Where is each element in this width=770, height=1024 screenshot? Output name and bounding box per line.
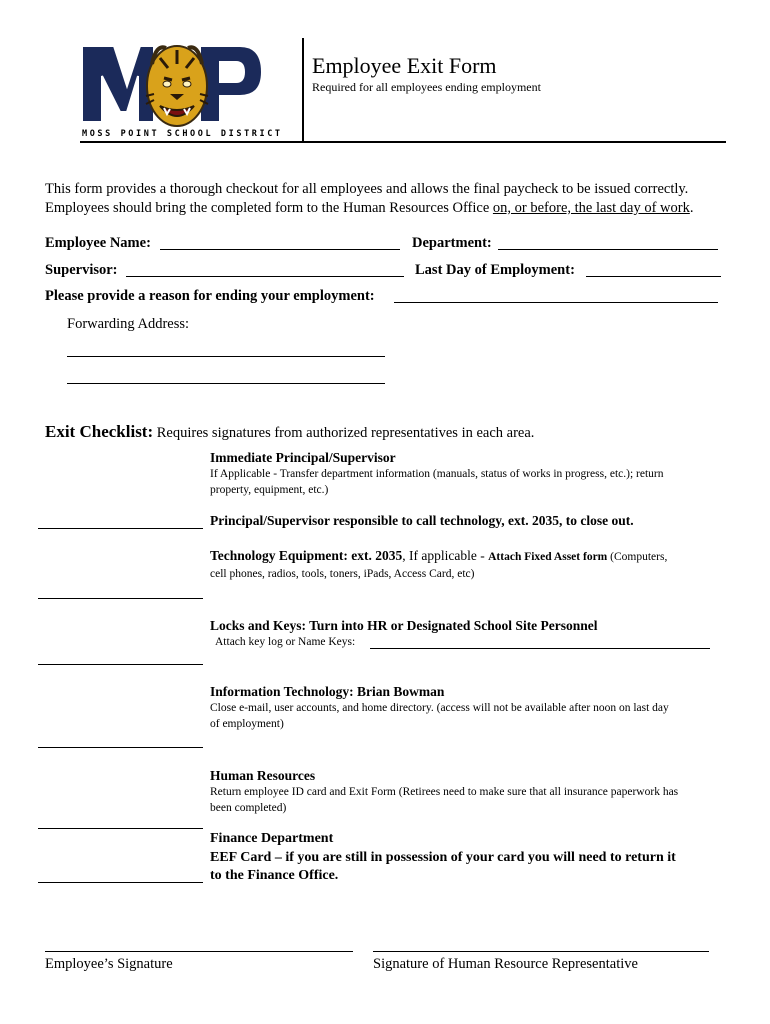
locks-keys-desc: Attach key log or Name Keys: (215, 636, 356, 648)
forwarding-address-line-1[interactable] (67, 356, 385, 357)
department-label: Department: (412, 235, 492, 251)
immediate-supervisor-title: Immediate Principal/Supervisor (210, 450, 396, 465)
information-technology-desc (210, 700, 669, 732)
hr-desc-line-1: Return employee ID card and Exit Form (Retirees need to make sure that all insurance paperwork has (210, 786, 679, 798)
human-resources-desc (210, 784, 678, 816)
finance-note (210, 849, 676, 885)
last-day-field[interactable] (586, 276, 721, 277)
technology-applicable: , If applicable - (402, 548, 489, 563)
intro-deadline: on, or before, the last day of work (492, 200, 690, 216)
human-resources-title: Human Resources (210, 768, 316, 783)
finance-title: Finance Department (210, 831, 334, 846)
immediate-desc-line-2: property, equipment, etc.) (210, 484, 329, 496)
key-names-field[interactable] (370, 648, 710, 649)
finance-note-line-1: EEF Card – if you are still in possession of your card you will need to return it (210, 850, 676, 865)
intro-period: . (689, 200, 694, 216)
employee-signature-label: Employee’s Signature (45, 956, 173, 972)
district-name: MOSS POINT SCHOOL DISTRICT (82, 129, 283, 139)
finance-note-line-2: to the Finance Office. (210, 868, 339, 883)
locks-keys-title: Locks and Keys: Turn into HR or Designated School Site Personnel (210, 618, 598, 633)
forwarding-address-label: Forwarding Address: (67, 316, 190, 332)
header-divider-horizontal (80, 141, 726, 143)
form-title: Employee Exit Form (312, 53, 497, 78)
intro-line-2 (45, 199, 693, 218)
reason-field[interactable] (394, 302, 718, 303)
technology-title-line (210, 548, 667, 564)
hr-desc-line-2: been completed) (210, 802, 287, 814)
exit-checklist-title: Exit Checklist: (45, 422, 154, 441)
technology-title: Technology Equipment: ext. 2035 (210, 548, 403, 563)
human-resources-signature-line[interactable] (38, 828, 203, 829)
it-desc-line-2: of employment) (210, 718, 284, 730)
exit-checklist-note: Requires signatures from authorized representatives in each area. (153, 425, 535, 441)
exit-checklist-heading (45, 422, 534, 442)
forwarding-address-line-2[interactable] (67, 383, 385, 384)
it-desc-line-1: Close e-mail, user accounts, and home directory. (access will not be available after noon on last day (210, 702, 669, 714)
header-divider-vertical (302, 38, 304, 142)
department-field[interactable] (498, 249, 718, 250)
supervisor-field[interactable] (126, 276, 404, 277)
reason-label: Please provide a reason for ending your employment: (45, 288, 375, 304)
tiger-mascot-icon (146, 46, 208, 126)
locks-keys-signature-line[interactable] (38, 664, 203, 665)
principal-note: Principal/Supervisor responsible to call technology, ext. 2035, to close out. (210, 513, 634, 528)
intro-text: Employees should bring the completed form to the Human Resources Office (45, 200, 493, 216)
information-technology-signature-line[interactable] (38, 747, 203, 748)
information-technology-title: Information Technology: Brian Bowman (210, 684, 445, 699)
intro-paragraph (45, 180, 693, 218)
technology-attach-form: Attach Fixed Asset form (488, 551, 608, 563)
immediate-supervisor-signature-line[interactable] (38, 528, 203, 529)
technology-desc-tail: (Computers, (607, 551, 668, 563)
supervisor-label: Supervisor: (45, 262, 118, 278)
employee-name-label: Employee Name: (45, 235, 151, 251)
hr-signature-label: Signature of Human Resource Representative (373, 956, 638, 972)
finance-signature-line[interactable] (38, 882, 203, 883)
technology-desc: cell phones, radios, tools, toners, iPads, Access Card, etc) (210, 568, 475, 580)
last-day-label: Last Day of Employment: (415, 262, 575, 278)
district-logo (80, 34, 283, 146)
employee-name-field[interactable] (160, 249, 400, 250)
immediate-desc-line-1: If Applicable - Transfer department information (manuals, status of works in progress, etc.); return (210, 468, 664, 480)
technology-signature-line[interactable] (38, 598, 203, 599)
form-subtitle: Required for all employees ending employment (312, 80, 541, 94)
employee-signature-line[interactable] (45, 951, 353, 952)
hr-signature-line[interactable] (373, 951, 709, 952)
intro-line-1: This form provides a thorough checkout for all employees and allows the final paycheck to be issued correctly. (45, 181, 689, 197)
immediate-supervisor-desc (210, 466, 664, 498)
